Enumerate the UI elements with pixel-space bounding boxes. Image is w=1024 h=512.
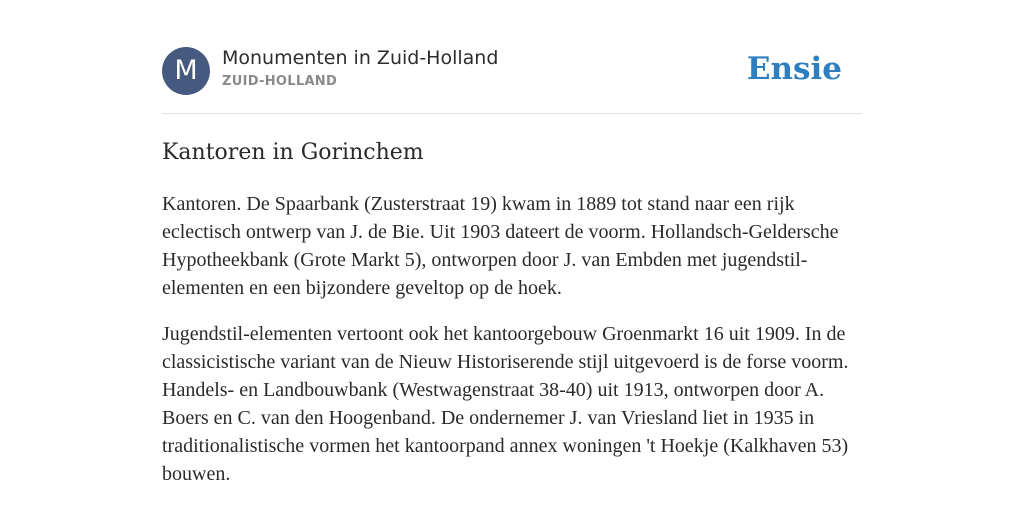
article-paragraph: Kantoren. De Spaarbank (Zusterstraat 19) kwam in 1889 tot stand naar een rijk eclectisch ontwerp van J. de Bie. Uit 1903 dateert de voorm. Hollandsch-Geldersche Hypotheekbank (Grote Markt 5), ontworpen door J. van Embden met jugendstil-elementen en een bijzondere geveltop op de hoek.	[162, 193, 839, 299]
article-body	[162, 190, 862, 506]
article-paragraph: Jugendstil-elementen vertoont ook het kantoorgebouw Groenmarkt 16 uit 1909. In de classicistische variant van de Nieuw Historiserende stijl uitgevoerd is de forse voorm. Handels- en Landbouwbank (Westwagenstraat 38-40) uit 1913, ontworpen door A. Boers en C. van den Hoogenband. De ondernemer J. van Vriesland liet in 1935 in traditionalistische vormen het kantoorpand annex woningen 't Hoekje (Kalkhaven 53) bouwen.	[162, 323, 849, 485]
site-avatar[interactable]: M	[162, 47, 210, 95]
site-name-link[interactable]: Monumenten in Zuid-Holland	[222, 47, 499, 69]
article-title: Kantoren in Gorinchem	[162, 140, 424, 165]
site-subtitle: ZUID-HOLLAND	[222, 74, 338, 89]
site-header	[162, 46, 862, 96]
header-divider	[162, 113, 862, 114]
ensie-logo-link[interactable]: Ensie	[746, 51, 842, 87]
